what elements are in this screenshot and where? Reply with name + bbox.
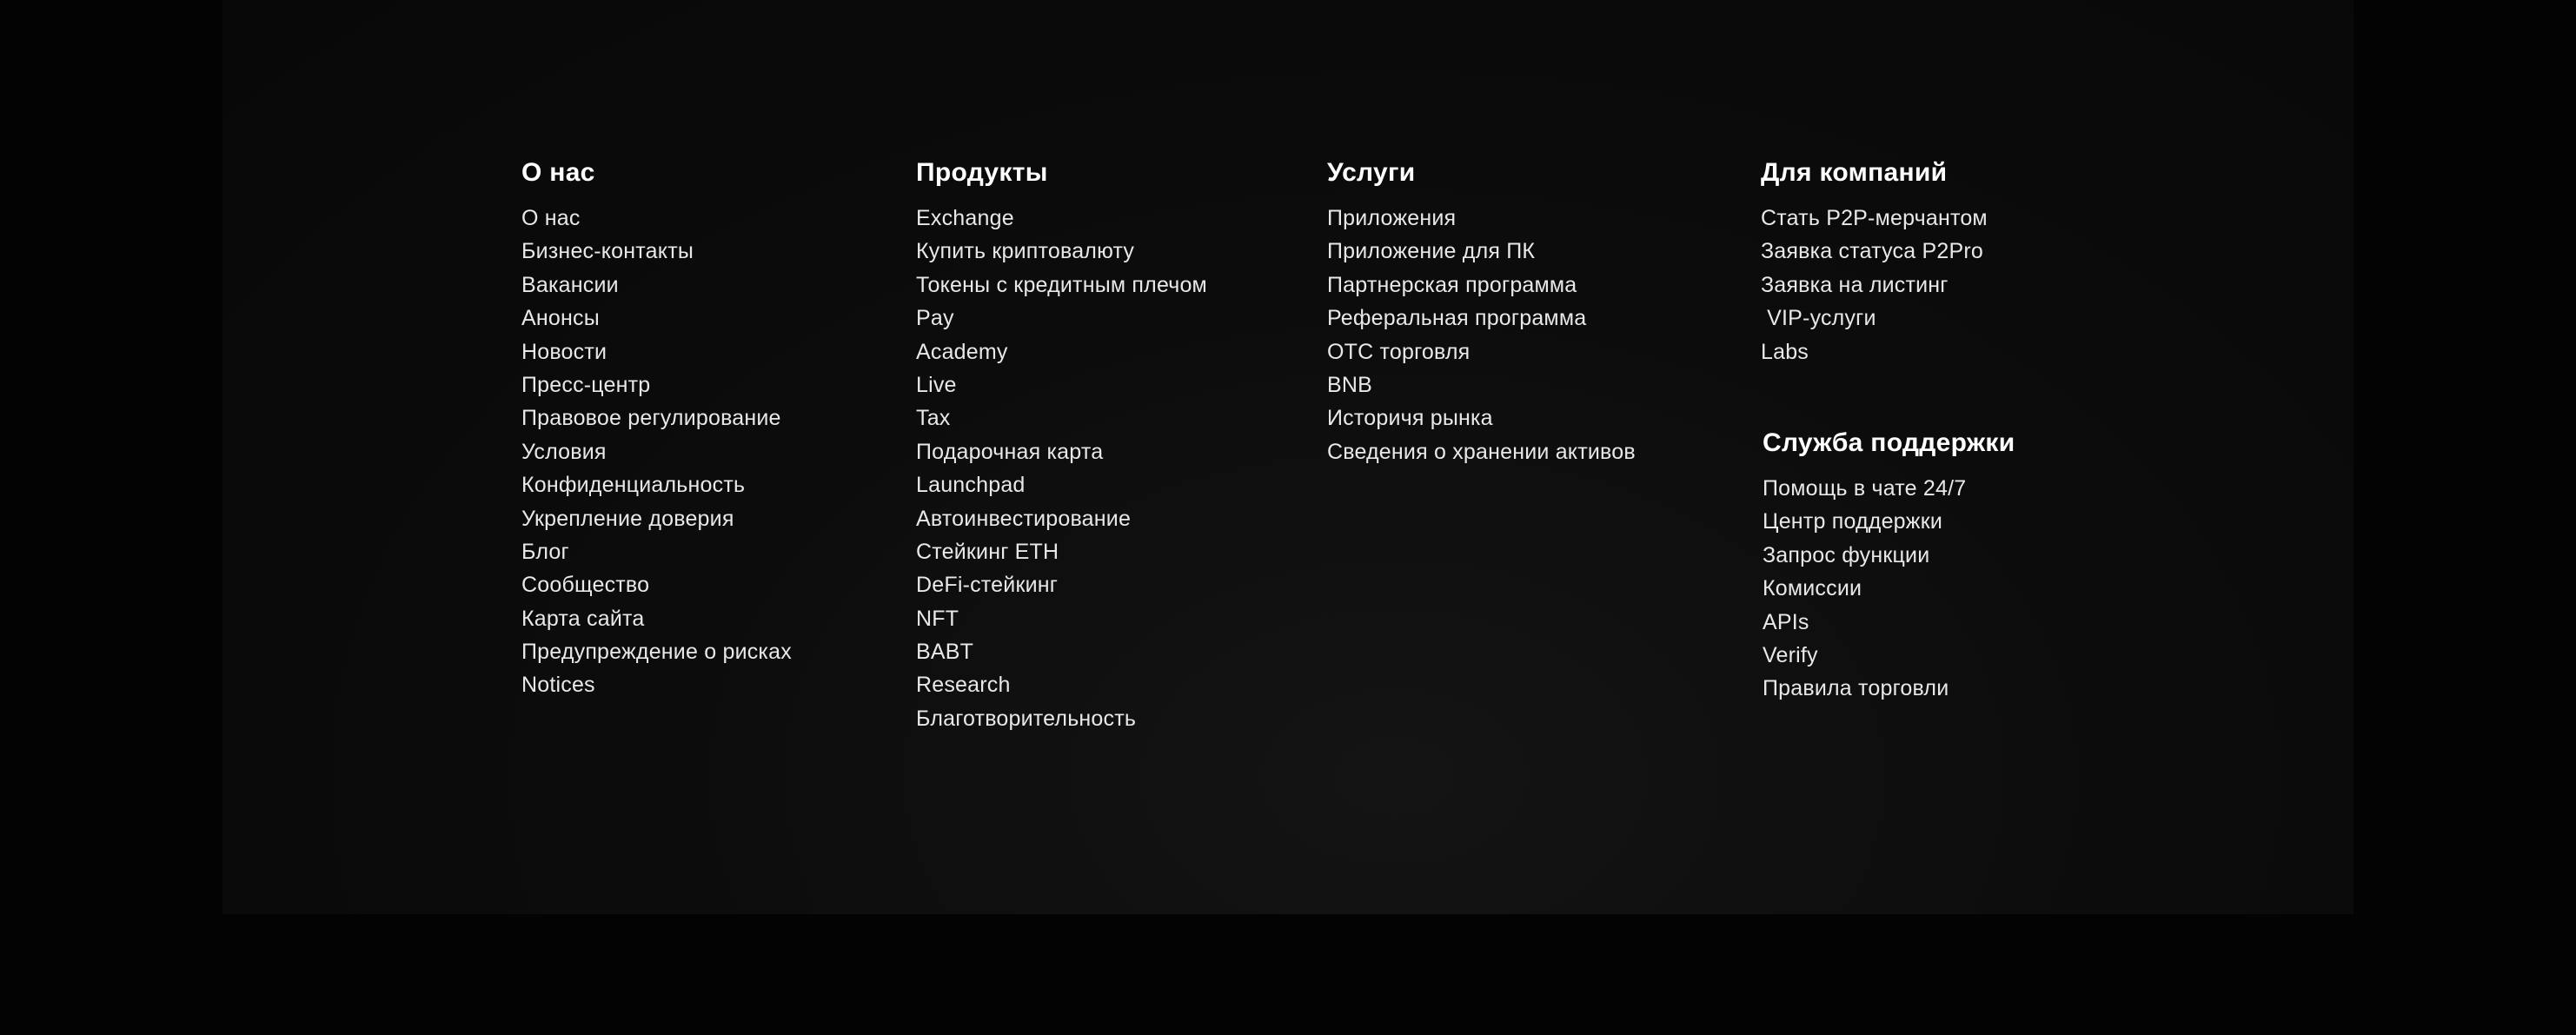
footer-link[interactable]: Подарочная карта [916, 439, 1104, 464]
footer-link[interactable]: Автоинвестирование [916, 506, 1132, 531]
footer-link[interactable]: Стать P2P-мерчантом [1761, 206, 1988, 230]
footer-link[interactable]: Правила торговли [1763, 676, 1949, 701]
footer-column-title: Услуги [1327, 158, 1416, 187]
footer-link-list [1763, 472, 2015, 706]
footer-column-services [1327, 156, 1636, 468]
footer-link[interactable]: Токены с кредитным плечом [916, 272, 1207, 297]
footer-link[interactable]: Новости [521, 339, 607, 364]
footer-link-list [521, 202, 792, 702]
footer-link[interactable]: BABT [916, 640, 974, 665]
footer-link[interactable]: Verify [1763, 642, 1818, 667]
footer-link[interactable]: NFT [916, 606, 959, 631]
footer-link[interactable]: Комиссии [1763, 576, 1862, 601]
footer-link-list [1761, 202, 1988, 368]
footer-link[interactable]: Историчя рынка [1327, 406, 1493, 431]
footer-link[interactable]: Notices [521, 673, 595, 698]
footer-column-products [916, 156, 1207, 735]
footer-link[interactable]: Research [916, 673, 1011, 698]
footer-link[interactable]: Заявка на листинг [1761, 272, 1949, 297]
footer-link[interactable]: Labs [1761, 339, 1809, 364]
footer-link[interactable]: Блог [521, 539, 569, 564]
footer-link[interactable]: Приложения [1327, 206, 1457, 230]
footer-link-list [916, 202, 1207, 735]
footer-link[interactable]: VIP-услуги [1761, 306, 1876, 331]
footer-column-title: О нас [521, 158, 595, 187]
footer-link[interactable]: Tax [916, 406, 951, 431]
footer-link[interactable]: Pay [916, 306, 954, 331]
footer-link[interactable]: Партнерская программа [1327, 272, 1577, 297]
footer-link[interactable]: Запрос функции [1763, 542, 1930, 567]
footer-link[interactable]: Сообщество [521, 573, 650, 598]
footer-link[interactable]: Центр поддержки [1763, 509, 1943, 534]
footer-link[interactable]: Благотворительность [916, 706, 1137, 731]
footer-column-about [521, 156, 792, 702]
footer-link[interactable]: О нас [521, 206, 581, 230]
footer-column-title: Служба поддержки [1763, 428, 2015, 457]
footer-link[interactable]: Заявка статуса P2Pro [1761, 239, 1983, 264]
footer-link[interactable]: Укрепление доверия [521, 506, 734, 531]
footer-link-list [1327, 202, 1636, 468]
footer-link[interactable]: Реферальная программа [1327, 306, 1587, 331]
footer-column-business [1761, 156, 1988, 368]
footer-link[interactable]: Помощь в чате 24/7 [1763, 476, 1967, 501]
footer-link[interactable]: APIs [1763, 609, 1809, 634]
footer-link[interactable]: Стейкинг ETH [916, 539, 1059, 564]
footer-link[interactable]: Приложение для ПК [1327, 239, 1536, 264]
footer-panel [222, 0, 2354, 914]
footer-link[interactable]: Сведения о хранении активов [1327, 439, 1636, 464]
footer-link[interactable]: Правовое регулирование [521, 406, 781, 431]
footer-link[interactable]: Условия [521, 439, 607, 464]
footer-link[interactable]: Карта сайта [521, 606, 645, 631]
footer-link[interactable]: Купить криптовалюту [916, 239, 1135, 264]
footer-column-support [1763, 427, 2015, 706]
footer-link[interactable]: Пресс-центр [521, 372, 651, 397]
footer-link[interactable]: Exchange [916, 206, 1014, 230]
footer-link[interactable]: Конфиденциальность [521, 473, 746, 498]
footer-link[interactable]: BNB [1327, 372, 1373, 397]
footer-link[interactable]: DeFi-стейкинг [916, 573, 1059, 598]
footer-link[interactable]: Предупреждение о рисках [521, 640, 792, 665]
footer-link[interactable]: Анонсы [521, 306, 600, 331]
footer-link[interactable]: Launchpad [916, 473, 1026, 498]
footer-link[interactable]: Academy [916, 339, 1008, 364]
footer-column-title: Для компаний [1761, 158, 1948, 187]
footer-link[interactable]: Live [916, 372, 957, 397]
footer-column-title: Продукты [916, 158, 1048, 187]
footer-link[interactable]: Вакансии [521, 272, 619, 297]
footer-link[interactable]: Бизнес-контакты [521, 239, 694, 264]
footer-link[interactable]: OTC торговля [1327, 339, 1471, 364]
